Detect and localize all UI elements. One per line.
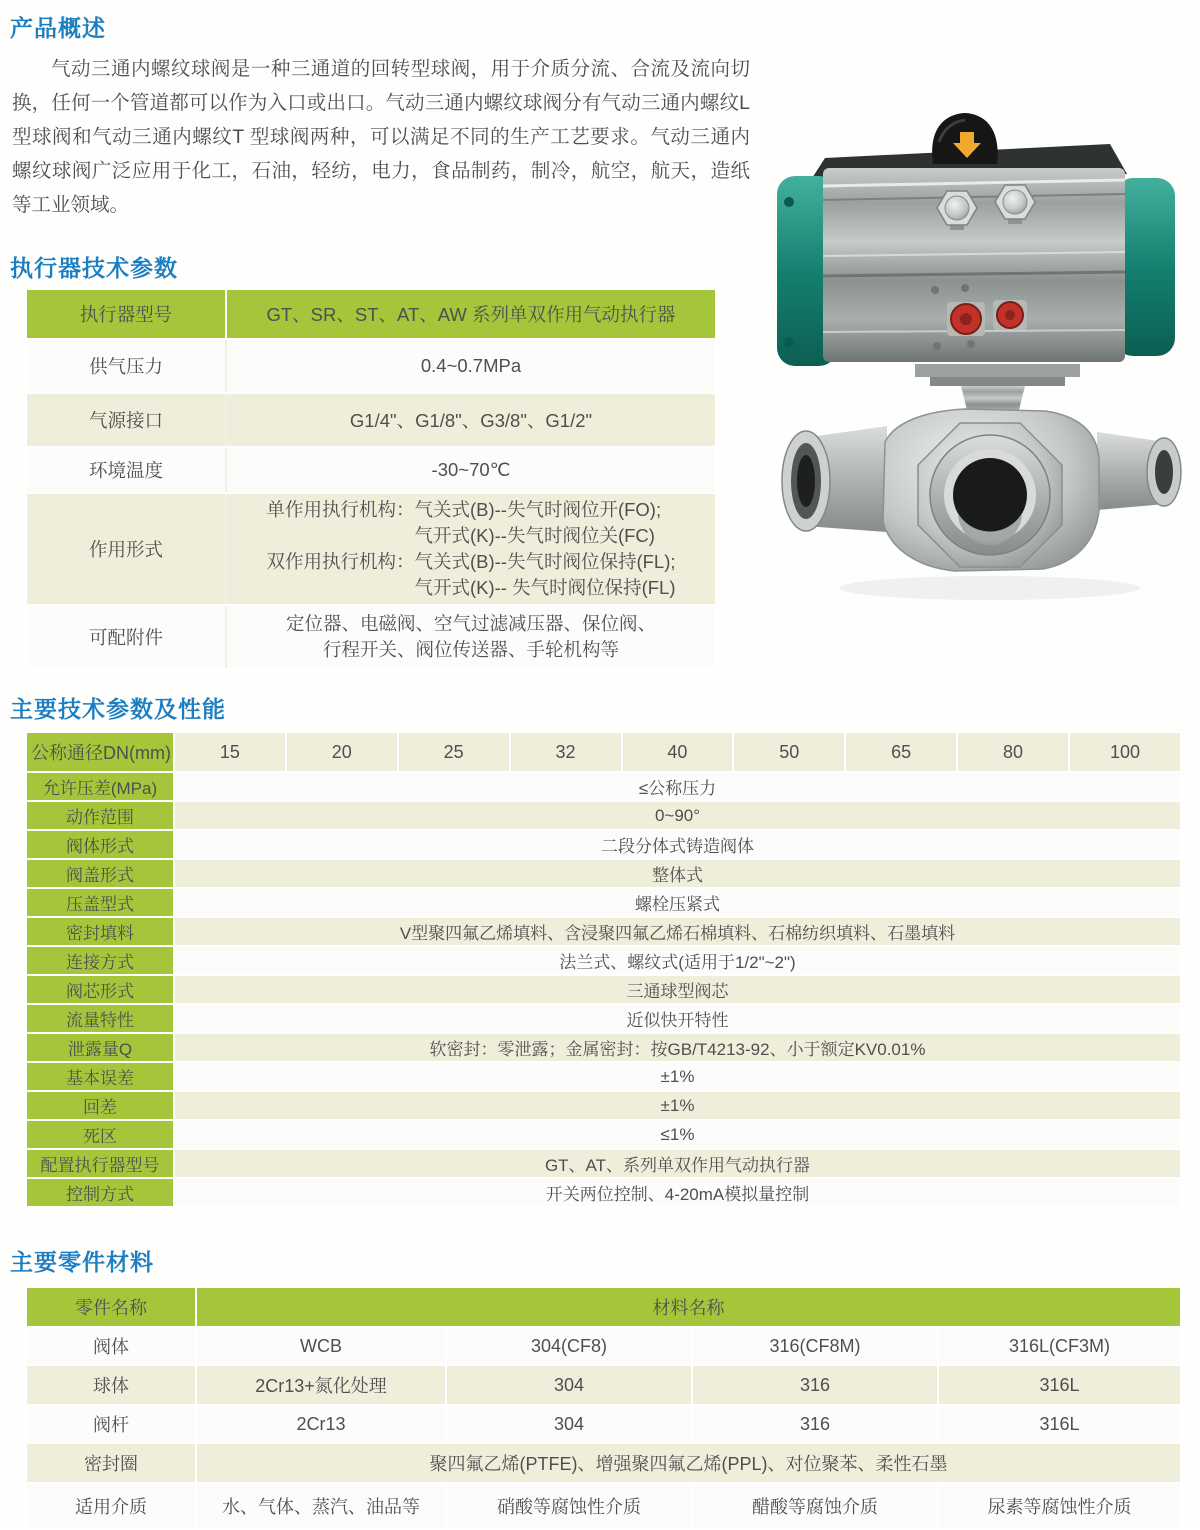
- table-row: [26, 1443, 1181, 1483]
- table-row: [26, 1062, 1181, 1091]
- row-value: 螺栓压紧式: [174, 888, 1181, 917]
- row-label: 死区: [26, 1120, 174, 1149]
- dn-value: 80: [957, 732, 1069, 772]
- material-cell: 316: [692, 1405, 938, 1443]
- ball-valve: [782, 364, 1181, 600]
- action-mode-lines: [266, 497, 675, 601]
- table-row: [26, 946, 1181, 975]
- row-value: ≤公称压力: [174, 772, 1181, 801]
- table-row: [26, 732, 1181, 772]
- row-value: 0~90°: [174, 801, 1181, 830]
- row-label: 连接方式: [26, 946, 174, 975]
- material-title: 主要零件材料: [10, 1249, 154, 1275]
- row-label: 配置执行器型号: [26, 1149, 174, 1178]
- material-cell: 硝酸等腐蚀性介质: [446, 1483, 692, 1529]
- accessories-line: 定位器、电磁阀、空气过滤减压器、保位阀、: [285, 613, 656, 634]
- material-table: [25, 1286, 1182, 1530]
- row-label: 环境温度: [26, 447, 226, 493]
- row-value: ±1%: [174, 1091, 1181, 1120]
- row-value: 法兰式、螺纹式(适用于1/2"~2"): [174, 946, 1181, 975]
- row-label: 控制方式: [26, 1178, 174, 1207]
- row-label: 作用形式: [26, 493, 226, 605]
- header-cell: 材料名称: [196, 1287, 1181, 1327]
- material-cell: 2Cr13: [196, 1405, 446, 1443]
- material-cell: 尿素等腐蚀性介质: [938, 1483, 1181, 1529]
- row-label: 阀体: [26, 1327, 196, 1365]
- product-photo: [765, 80, 1200, 660]
- row-value: 二段分体式铸造阀体: [174, 830, 1181, 859]
- table-row: [26, 493, 716, 605]
- table-row: [26, 888, 1181, 917]
- dn-value: 25: [398, 732, 510, 772]
- row-value: V型聚四氟乙烯填料、含浸聚四氟乙烯石棉填料、石棉纺织填料、石墨填料: [174, 917, 1181, 946]
- row-value: 软密封：零泄露；金属密封：按GB/T4213-92、小于额定KV0.01%: [174, 1033, 1181, 1062]
- overview-paragraph: 气动三通内螺纹球阀是一种三通道的回转型球阀，用于介质分流、合流及流向切换，任何一个管道都可以作为入口或出口。气动三通内螺纹球阀分有气动三通内螺纹L 型球阀和气动三通内螺纹T 型球阀两种，可以满足不同的生产工艺要求。气动三通内螺纹球阀广泛应用于化工，石油，轻纺，电力，食品制药，制冷，航空，航天，造纸等工业领域。: [12, 58, 750, 216]
- table-row: [26, 1327, 1181, 1365]
- dn-value: 32: [510, 732, 622, 772]
- dn-value: 20: [286, 732, 398, 772]
- row-value: GT、AT、系列单双作用气动执行器: [174, 1149, 1181, 1178]
- row-value: G1/4"、G1/8"、G3/8"、G1/2": [226, 393, 716, 447]
- main-params-title: 主要技术参数及性能: [10, 696, 226, 722]
- material-cell: 316(CF8M): [692, 1327, 938, 1365]
- row-value: [226, 493, 716, 605]
- row-label: 阀盖形式: [26, 859, 174, 888]
- row-value: 0.4~0.7MPa: [226, 339, 716, 393]
- dn-value: 50: [733, 732, 845, 772]
- material-cell: 水、气体、蒸汽、油品等: [196, 1483, 446, 1529]
- overview-title: 产品概述: [10, 15, 106, 41]
- material-cell: 316L: [938, 1365, 1181, 1405]
- table-row: [26, 975, 1181, 1004]
- row-label: 适用介质: [26, 1483, 196, 1529]
- row-value: [226, 605, 716, 669]
- actuator-params-title: 执行器技术参数: [10, 255, 178, 281]
- row-label: 密封圈: [26, 1443, 196, 1483]
- row-label: 动作范围: [26, 801, 174, 830]
- mode-line: 气开式(K)-- 失气时阀位保持(FL): [414, 577, 676, 598]
- mode-line: 单作用执行机构：气关式(B)--失气时阀位开(FO);: [266, 499, 662, 520]
- valve-actuator-illustration: [765, 80, 1200, 660]
- row-label: 流量特性: [26, 1004, 174, 1033]
- table-row: [26, 1365, 1181, 1405]
- pneumatic-actuator: [777, 113, 1175, 366]
- table-row: [26, 1120, 1181, 1149]
- material-cell: 304: [446, 1365, 692, 1405]
- table-row: [26, 801, 1181, 830]
- row-value: -30~70℃: [226, 447, 716, 493]
- row-value: 开关两位控制、4-20mA模拟量控制: [174, 1178, 1181, 1207]
- dn-value: 40: [622, 732, 734, 772]
- header-cell: 执行器型号: [26, 289, 226, 339]
- table-row: [26, 1483, 1181, 1529]
- row-label: 压盖型式: [26, 888, 174, 917]
- material-cell: WCB: [196, 1327, 446, 1365]
- dn-value: 100: [1069, 732, 1181, 772]
- row-value: ±1%: [174, 1062, 1181, 1091]
- row-value: 近似快开特性: [174, 1004, 1181, 1033]
- main-params-table: [25, 731, 1182, 1208]
- header-cell: GT、SR、ST、AT、AW 系列单双作用气动执行器: [226, 289, 716, 339]
- row-label: 阀芯形式: [26, 975, 174, 1004]
- row-label: 泄露量Q: [26, 1033, 174, 1062]
- material-cell: 316: [692, 1365, 938, 1405]
- material-span-cell: 聚四氟乙烯(PTFE)、增强聚四氟乙烯(PPL)、对位聚苯、柔性石墨: [196, 1443, 1181, 1483]
- table-row: [26, 917, 1181, 946]
- row-label: 回差: [26, 1091, 174, 1120]
- table-row: [26, 1178, 1181, 1207]
- table-row: [26, 447, 716, 493]
- row-label: 可配附件: [26, 605, 226, 669]
- material-cell: 316L(CF3M): [938, 1327, 1181, 1365]
- row-label: 球体: [26, 1365, 196, 1405]
- material-cell: 304: [446, 1405, 692, 1443]
- table-row: [26, 393, 716, 447]
- dn-value: 15: [174, 732, 286, 772]
- table-row: [26, 1149, 1181, 1178]
- actuator-params-table: [25, 288, 717, 670]
- table-row: [26, 605, 716, 669]
- row-label: 阀杆: [26, 1405, 196, 1443]
- row-label: 允许压差(MPa): [26, 772, 174, 801]
- material-cell: 304(CF8): [446, 1327, 692, 1365]
- mode-line: 双作用执行机构：气关式(B)--失气时阀位保持(FL);: [266, 551, 676, 572]
- table-row: [26, 772, 1181, 801]
- accessories-line: 行程开关、阀位传送器、手轮机构等: [322, 639, 619, 660]
- header-cell: 零件名称: [26, 1287, 196, 1327]
- air-port: [947, 302, 985, 336]
- air-port: [993, 300, 1027, 330]
- table-row: [26, 1091, 1181, 1120]
- mode-line: 气开式(K)--失气时阀位关(FC): [414, 525, 655, 546]
- row-value: ≤1%: [174, 1120, 1181, 1149]
- row-label: 阀体形式: [26, 830, 174, 859]
- table-row: [26, 1405, 1181, 1443]
- material-cell: 醋酸等腐蚀介质: [692, 1483, 938, 1529]
- table-row: [26, 339, 716, 393]
- table-row: [26, 289, 716, 339]
- row-value: 整体式: [174, 859, 1181, 888]
- table-row: [26, 859, 1181, 888]
- row-label: 基本误差: [26, 1062, 174, 1091]
- material-cell: 316L: [938, 1405, 1181, 1443]
- dn-value: 65: [845, 732, 957, 772]
- dn-label: 公称通径DN(mm): [26, 732, 174, 772]
- material-cell: 2Cr13+氮化处理: [196, 1365, 446, 1405]
- row-label: 供气压力: [26, 339, 226, 393]
- table-row: [26, 1287, 1181, 1327]
- row-label: 气源接口: [26, 393, 226, 447]
- table-row: [26, 830, 1181, 859]
- table-row: [26, 1033, 1181, 1062]
- row-label: 密封填料: [26, 917, 174, 946]
- table-row: [26, 1004, 1181, 1033]
- row-value: 三通球型阀芯: [174, 975, 1181, 1004]
